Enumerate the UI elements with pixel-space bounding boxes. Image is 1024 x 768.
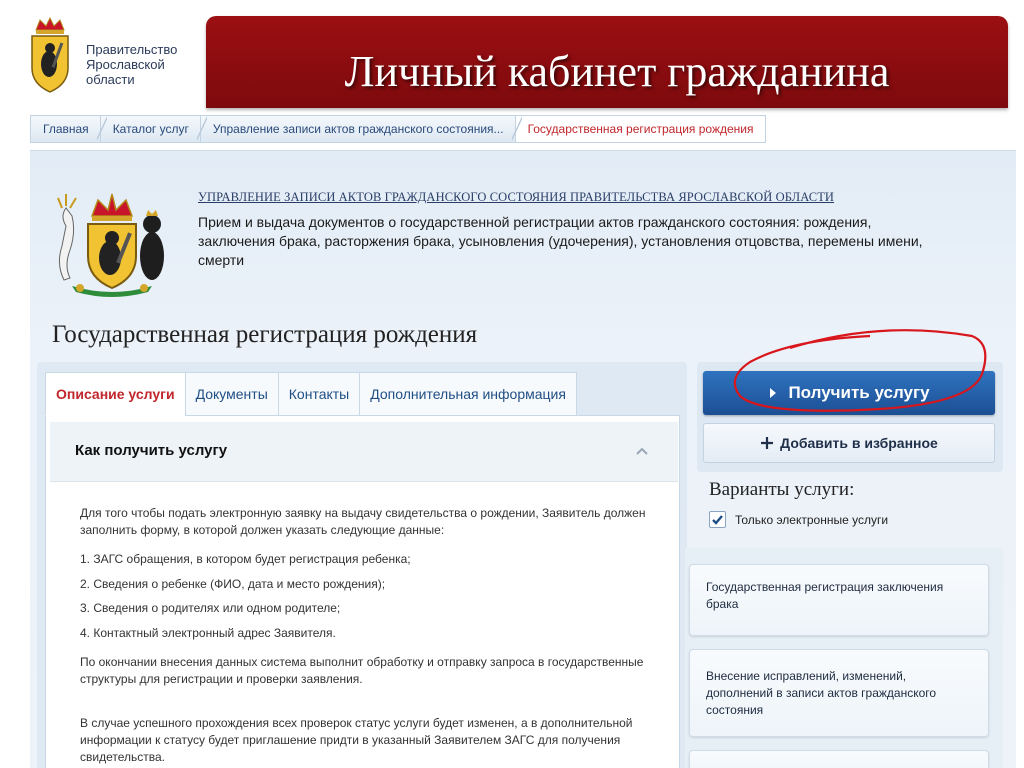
- list-item: 2. Сведения о ребенке (ФИО, дата и место рождения);: [80, 576, 386, 591]
- breadcrumb-department[interactable]: Управление записи актов гражданского состояния...: [200, 115, 516, 143]
- electronic-only-checkbox[interactable]: [709, 511, 726, 528]
- breadcrumb-catalog[interactable]: Каталог услуг: [100, 115, 201, 143]
- gov-name-line: области: [86, 72, 135, 87]
- page-title: Государственная регистрация рождения: [52, 321, 478, 348]
- yaroslavl-emblem-icon: [28, 16, 72, 96]
- variant-card[interactable]: [689, 750, 989, 768]
- tab-bar: [45, 372, 577, 416]
- coat-of-arms-icon: [52, 186, 172, 298]
- government-name[interactable]: [86, 42, 206, 87]
- instructions-intro: Для того чтобы подать электронную заявку на выдачу свидетельства о рождении, Заявитель должен заполнить форму, в которой должен указать следующие данные:: [80, 506, 646, 537]
- add-favorite-button[interactable]: [703, 423, 995, 463]
- tab-additional-info[interactable]: Дополнительная информация: [359, 372, 577, 416]
- banner-title: Личный кабинет гражданина: [344, 47, 890, 96]
- instructions-success: В случае успешного прохождения всех проверок статус услуги будет изменен, а в дополнительной информации к статусу будет приглашение придти в указанный Заявителем ЗАГС для получения свидетельства.: [80, 716, 633, 764]
- variant-card-corrections[interactable]: Внесение исправлений, изменений, дополнений в записи актов гражданского состояния: [689, 649, 989, 737]
- breadcrumb-current: Государственная регистрация рождения: [515, 115, 767, 143]
- add-favorite-label: Добавить в избранное: [780, 435, 938, 451]
- accordion-header[interactable]: [50, 422, 678, 482]
- list-item: 3. Сведения о родителях или одном родителе;: [80, 601, 341, 615]
- electronic-only-label[interactable]: Только электронные услуги: [735, 513, 889, 527]
- plus-icon: [760, 436, 774, 450]
- triangle-right-icon: [768, 387, 778, 399]
- list-item: 1. ЗАГС обращения, в котором будет регистрация ребенка;: [80, 552, 411, 566]
- checkmark-icon: [710, 512, 725, 527]
- breadcrumb-home[interactable]: Главная: [30, 115, 101, 143]
- get-service-button[interactable]: [703, 371, 995, 415]
- tab-description[interactable]: Описание услуги: [45, 372, 185, 416]
- chevron-up-icon[interactable]: [635, 444, 649, 458]
- get-service-label: Получить услугу: [788, 383, 930, 402]
- department-link[interactable]: УПРАВЛЕНИЕ ЗАПИСИ АКТОВ ГРАЖДАНСКОГО СОСТОЯНИЯ ПРАВИТЕЛЬСТВА ЯРОСЛАВСКОЙ ОБЛАСТИ: [198, 190, 835, 204]
- instructions-processing: По окончании внесения данных система выполнит обработку и отправку запроса в государственные структуры для регистрации и проверки заявления.: [80, 655, 644, 686]
- variant-card-marriage[interactable]: Государственная регистрация заключения брака: [689, 564, 989, 636]
- tab-contacts[interactable]: Контакты: [278, 372, 359, 416]
- department-description: Прием и выдача документов о государственной регистрации актов гражданского состояния: рождения, заключения брака, расторжения брака, усыновления (удочерения), установления отцовства, перемены имени, смерти: [198, 214, 923, 268]
- gov-name-line: Правительство: [86, 42, 178, 57]
- accordion-title: Как получить услугу: [75, 442, 228, 459]
- list-item: 4. Контактный электронный адрес Заявителя.: [80, 625, 336, 640]
- breadcrumb: [30, 115, 766, 143]
- title-banner: [206, 16, 1008, 108]
- variants-heading: Варианты услуги:: [709, 479, 855, 500]
- tab-documents[interactable]: Документы: [185, 372, 278, 416]
- gov-name-line: Ярославской: [86, 57, 165, 72]
- required-data-list: [80, 551, 650, 649]
